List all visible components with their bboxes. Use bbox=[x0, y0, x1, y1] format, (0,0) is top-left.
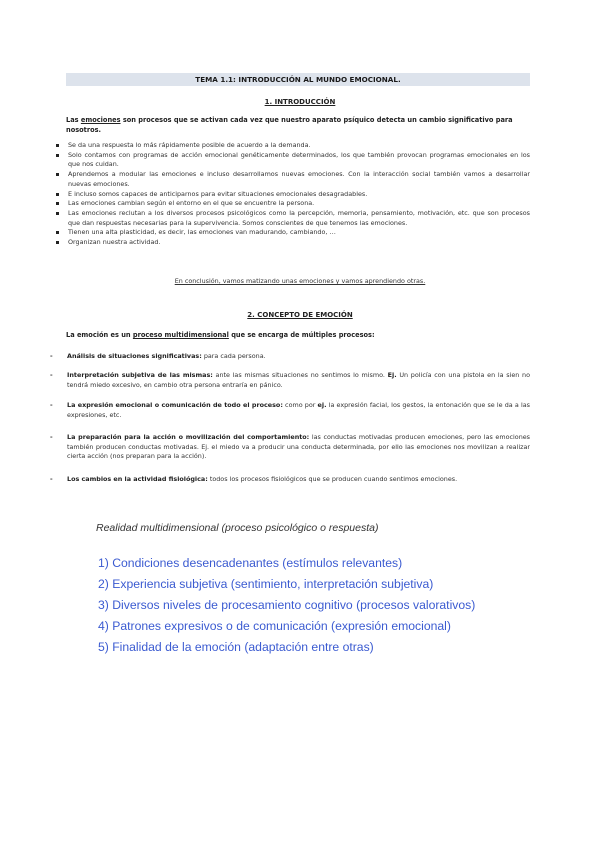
list-item: 3) Diversos niveles de procesamiento cognitivo (procesos valorativos) bbox=[98, 598, 476, 612]
list-item: 1) Condiciones desencadenantes (estímulos relevantes) bbox=[98, 556, 403, 570]
concept-lead: La emoción es un proceso multidimensional que se encarga de múltiples procesos: bbox=[66, 331, 375, 339]
list-item: 2) Experiencia subjetiva (sentimiento, interpretación subjetiva) bbox=[98, 577, 434, 591]
concept-item: - La preparación para la acción o movilización del comportamiento: las conductas motivadas producen emociones, pero las emociones también producen conductas motivadas. Ej. el miedo va a producir una conducta determinada, por ello las emociones nos movilizan a realizar cierta acción (nos preparan para la acción). bbox=[50, 433, 531, 461]
intro-conclusion: En conclusión, vamos matizando unas emociones y vamos aprendiendo otras. bbox=[174, 277, 426, 285]
dash-bullet: - bbox=[50, 433, 53, 441]
multidimensional-title: Realidad multidimensional (proceso psicológico o respuesta) bbox=[96, 522, 379, 534]
bullet-square-icon bbox=[56, 212, 59, 215]
concept-item: - Análisis de situaciones significativas: para cada persona. bbox=[50, 352, 266, 360]
list-item: Solo contamos con programas de acción emocional genéticamente determinados, los que también provocan programas emocionales en los que nos cuidan. bbox=[54, 151, 530, 170]
intro-lead-pre: Las bbox=[66, 116, 81, 124]
concept-heading: 2. CONCEPTO DE EMOCIÓN bbox=[247, 311, 353, 319]
intro-lead-post: son procesos que se activan cada vez que nuestro aparato psíquico detecta un cambio significativo para nosotros. bbox=[66, 116, 513, 134]
bullet-square-icon bbox=[56, 231, 59, 234]
document-title: TEMA 1.1: INTRODUCCIÓN AL MUNDO EMOCIONAL. bbox=[66, 73, 530, 86]
intro-heading: 1. INTRODUCCIÓN bbox=[264, 98, 336, 106]
multidimensional-list bbox=[98, 556, 475, 661]
list-item: Las emociones reclutan a los diversos procesos psicológicos como la percepción, memoria, pensamiento, motivación, etc. que son procesos que dan respuestas necesarias para la supervivencia. Somos conscientes de que tenemos las emociones. bbox=[54, 209, 530, 228]
list-item: E incluso somos capaces de anticiparnos para evitar situaciones emocionales desagradables. bbox=[54, 190, 530, 200]
intro-lead-keyword: emociones bbox=[80, 116, 121, 124]
bullet-square-icon bbox=[56, 173, 59, 176]
concept-lead-keyword: proceso multidimensional bbox=[132, 331, 229, 339]
list-item: 4) Patrones expresivos o de comunicación (expresión emocional) bbox=[98, 619, 451, 633]
list-item: Se da una respuesta lo más rápidamente posible de acuerdo a la demanda. bbox=[54, 141, 530, 151]
bullet-square-icon bbox=[56, 193, 59, 196]
bullet-square-icon bbox=[56, 241, 59, 244]
list-item: Aprendemos a modular las emociones e incluso desarrollamos nuevas emociones. Con la interacción social también vamos a desarrollar nuevas emociones. bbox=[54, 170, 530, 189]
intro-bullet-list bbox=[54, 141, 530, 248]
list-item: Organizan nuestra actividad. bbox=[54, 238, 530, 248]
concept-item: - Interpretación subjetiva de las mismas: ante las mismas situaciones no sentimos lo mismo. Ej. Un policía con una pistola en la sien no tendrá miedo excesivo, en cambio otra persona entraría en pánico. bbox=[50, 371, 530, 389]
list-item: Las emociones cambian según el entorno en el que se encuentre la persona. bbox=[54, 199, 530, 209]
bullet-square-icon bbox=[56, 144, 59, 147]
dash-bullet: - bbox=[50, 401, 53, 409]
concept-item: - Los cambios en la actividad fisiológica: todos los procesos fisiológicos que se producen cuando sentimos emociones. bbox=[50, 475, 458, 483]
intro-lead bbox=[66, 115, 528, 135]
list-item: 5) Finalidad de la emoción (adaptación entre otras) bbox=[98, 640, 374, 654]
list-item: Tienen una alta plasticidad, es decir, las emociones van madurando, cambiando, … bbox=[54, 228, 530, 238]
dash-bullet: - bbox=[50, 371, 53, 379]
dash-bullet: - bbox=[50, 352, 53, 360]
dash-bullet: - bbox=[50, 475, 53, 483]
bullet-square-icon bbox=[56, 154, 59, 157]
bullet-square-icon bbox=[56, 202, 59, 205]
concept-item: - La expresión emocional o comunicación de todo el proceso: como por ej. la expresión facial, los gestos, la entonación que se le da a las expresiones, etc. bbox=[50, 401, 530, 419]
